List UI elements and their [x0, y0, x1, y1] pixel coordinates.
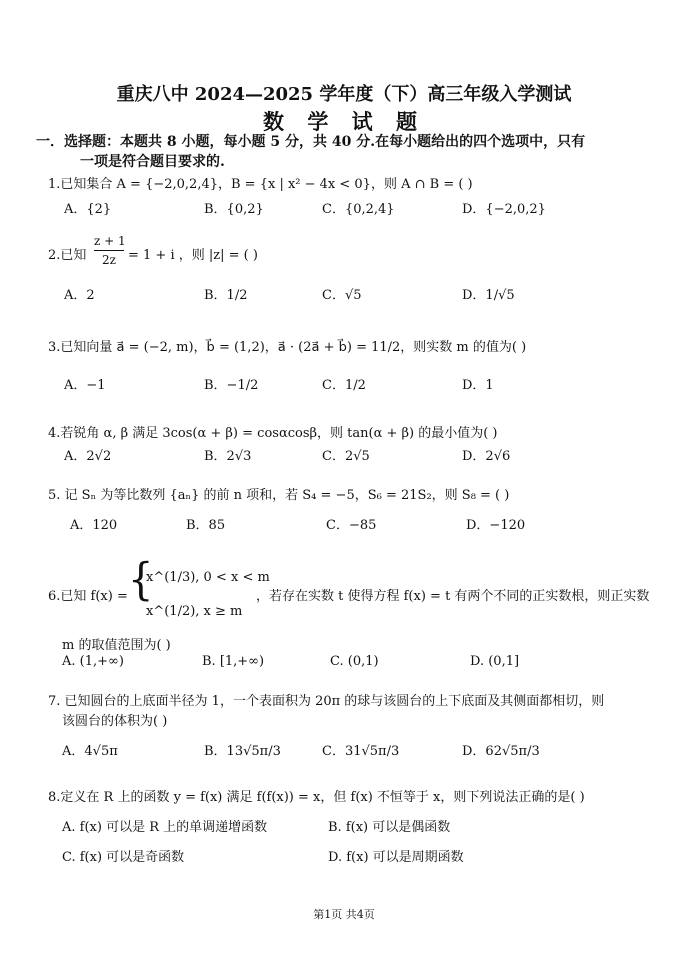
- question-7-line-1: 7. 已知圆台的上底面半径为 1，一个表面积为 20π 的球与该圆台的上下底面及其侧面都相切，则: [48, 694, 605, 709]
- question-6-prefix: 6.已知 f(x) =: [48, 589, 128, 604]
- exam-subtitle: 数 学 试 题: [263, 109, 425, 134]
- section-instructions-line2: 一项是符合题目要求的.: [80, 154, 225, 170]
- question-6-suffix: ，若存在实数 t 使得方程 f(x) = t 有两个不同的正实数根，则正实数: [256, 589, 650, 604]
- question-1-stem: 1.已知集合 A = {−2,0,2,4}，B = {x | x² − 4x < 0}，则 A ∩ B = ( ): [48, 177, 473, 192]
- question-7-line-2: 该圆台的体积为( ): [62, 714, 168, 729]
- question-7-option-d: D．62√5π/3: [462, 744, 540, 759]
- question-3-stem: 3.已知向量 a⃗ = (−2, m)，b⃗ = (1,2)，a⃗ · (2a⃗ + b⃗) = 11/2，则实数 m 的值为( ): [48, 340, 527, 355]
- question-8-option-b: B. f(x) 可以是偶函数: [328, 820, 451, 835]
- question-3-option-a: A．−1: [64, 378, 106, 393]
- question-1-option-d: D．{−2,0,2}: [462, 202, 546, 217]
- question-4-stem: 4.若锐角 α, β 满足 3cos(α + β) = cosαcosβ，则 tan(α + β) 的最小值为( ): [48, 426, 498, 441]
- question-3-option-c: C．1/2: [322, 378, 366, 393]
- exam-title: 重庆八中 2024—2025 学年度（下）高三年级入学测试: [116, 84, 572, 105]
- question-3-option-b: B．−1/2: [204, 378, 259, 393]
- question-4-option-c: C．2√5: [322, 449, 370, 464]
- question-8-option-c: C. f(x) 可以是奇函数: [62, 850, 185, 865]
- question-4-option-b: B．2√3: [204, 449, 252, 464]
- question-2-fraction-bar: [94, 250, 124, 251]
- question-7-option-c: C．31√5π/3: [322, 744, 400, 759]
- question-7-option-b: B．13√5π/3: [204, 744, 281, 759]
- question-1-option-b: B．{0,2}: [204, 202, 264, 217]
- question-2-suffix: = 1 + i ，则 |z| = ( ): [128, 248, 258, 263]
- question-5-option-c: C．−85: [326, 518, 377, 533]
- question-7-option-a: A．4√5π: [62, 744, 118, 759]
- question-2-prefix: 2.已知: [48, 248, 87, 263]
- question-8-option-a: A. f(x) 可以是 R 上的单调递增函数: [62, 820, 268, 835]
- question-8-stem: 8.定义在 R 上的函数 y = f(x) 满足 f(f(x)) = x，但 f(x) 不恒等于 x，则下列说法正确的是( ): [48, 790, 585, 805]
- question-2-option-b: B．1/2: [204, 288, 248, 303]
- question-6-case-2: x^(1/2), x ≥ m: [146, 604, 243, 619]
- piecewise-brace: {: [128, 554, 154, 606]
- question-4-option-d: D．2√6: [462, 449, 511, 464]
- question-2-option-c: C．√5: [322, 288, 362, 303]
- question-3-option-d: D．1: [462, 378, 494, 393]
- question-5-option-a: A．120: [70, 518, 118, 533]
- question-2-fraction-numerator: z + 1: [94, 234, 126, 248]
- question-2-option-d: D．1/√5: [462, 288, 515, 303]
- page-footer: 第1页 共4页: [313, 908, 375, 921]
- question-1-option-a: A．{2}: [64, 202, 112, 217]
- question-2-fraction-denominator: 2z: [102, 253, 116, 267]
- question-5-option-d: D．−120: [466, 518, 526, 533]
- question-6-option-a: A. (1,+∞): [62, 654, 124, 669]
- question-6-line-2: m 的取值范围为( ): [62, 638, 171, 653]
- question-4-option-a: A．2√2: [64, 449, 112, 464]
- question-6-option-d: D. (0,1]: [470, 654, 520, 669]
- question-6-case-1: x^(1/3), 0 < x < m: [146, 570, 270, 585]
- question-8-option-d: D. f(x) 可以是周期函数: [328, 850, 464, 865]
- question-6-option-b: B. [1,+∞): [202, 654, 265, 669]
- question-1-option-c: C．{0,2,4}: [322, 202, 395, 217]
- question-5-option-b: B．85: [186, 518, 226, 533]
- question-5-stem: 5. 记 Sₙ 为等比数列 {aₙ} 的前 n 项和，若 S₄ = −5，S₆ = 21S₂，则 S₈ = ( ): [48, 488, 510, 503]
- question-2-option-a: A．2: [64, 288, 95, 303]
- section-instructions-line1: 一．选择题：本题共 8 小题，每小题 5 分，共 40 分.在每小题给出的四个选项中，只有: [36, 134, 586, 150]
- question-6-option-c: C. (0,1): [330, 654, 379, 669]
